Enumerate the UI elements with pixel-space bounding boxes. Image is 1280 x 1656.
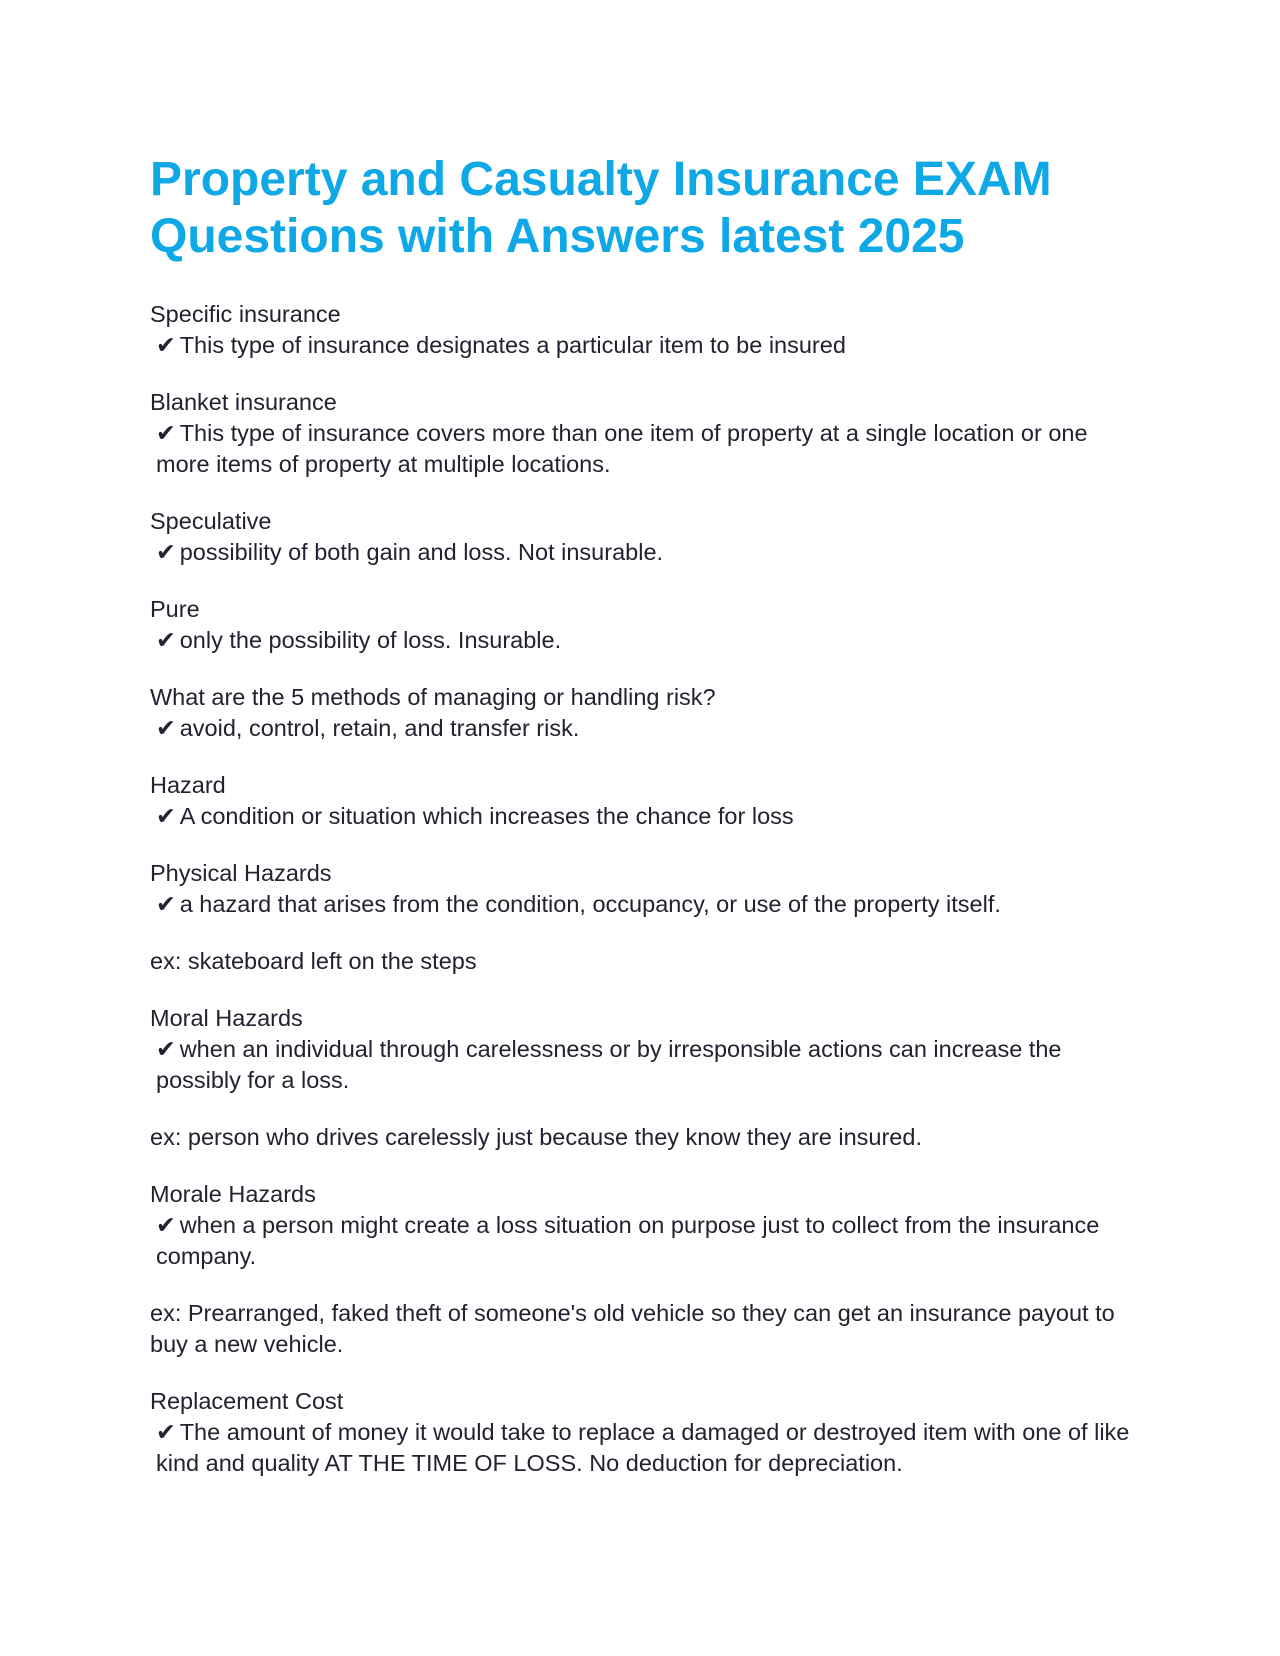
qa-answer-text: The amount of money it would take to replace a damaged or destroyed item with one of like kind and quality AT THE TIME OF LOSS. No deduction for depreciation. [156, 1419, 1130, 1476]
qa-answer-text: possibility of both gain and loss. Not insurable. [179, 539, 664, 565]
checkmark-icon: ✔ [156, 1419, 176, 1445]
qa-answer [150, 625, 1130, 656]
qa-answer [150, 537, 1130, 568]
qa-answer [150, 1210, 1130, 1272]
checkmark-icon: ✔ [156, 539, 176, 565]
qa-item [150, 1003, 1130, 1153]
checkmark-icon: ✔ [156, 420, 176, 446]
qa-term: Hazard [150, 772, 226, 798]
qa-answer [150, 330, 1130, 361]
qa-example: ex: skateboard left on the steps [150, 948, 477, 974]
qa-item [150, 387, 1130, 480]
qa-answer-text: avoid, control, retain, and transfer risk. [179, 715, 580, 741]
document-page [150, 151, 1130, 1505]
qa-term: Morale Hazards [150, 1181, 316, 1207]
qa-answer-text: when a person might create a loss situation on purpose just to collect from the insurance company. [156, 1212, 1100, 1269]
qa-answer [150, 1034, 1130, 1096]
qa-term: Moral Hazards [150, 1005, 303, 1031]
checkmark-icon: ✔ [156, 891, 176, 917]
qa-list [150, 299, 1130, 1479]
checkmark-icon: ✔ [156, 803, 176, 829]
qa-term: Replacement Cost [150, 1388, 344, 1414]
checkmark-icon: ✔ [156, 332, 176, 358]
qa-answer-text: when an individual through carelessness or by irresponsible actions can increase the possibly for a loss. [156, 1036, 1062, 1093]
qa-term: Physical Hazards [150, 860, 332, 886]
qa-term: Blanket insurance [150, 389, 337, 415]
qa-item [150, 1179, 1130, 1360]
qa-item [150, 682, 1130, 744]
qa-answer [150, 713, 1130, 744]
qa-term: Pure [150, 596, 200, 622]
qa-item [150, 858, 1130, 977]
checkmark-icon: ✔ [156, 1212, 176, 1238]
qa-answer-text: a hazard that arises from the condition, occupancy, or use of the property itself. [179, 891, 1001, 917]
qa-item [150, 299, 1130, 361]
qa-answer-text: This type of insurance designates a particular item to be insured [179, 332, 846, 358]
qa-term: Specific insurance [150, 301, 341, 327]
qa-answer [150, 801, 1130, 832]
qa-answer-text: This type of insurance covers more than one item of property at a single location or one more items of property at multiple locations. [156, 420, 1088, 477]
checkmark-icon: ✔ [156, 715, 176, 741]
qa-item [150, 594, 1130, 656]
qa-answer-text: A condition or situation which increases the chance for loss [179, 803, 794, 829]
checkmark-icon: ✔ [156, 1036, 176, 1062]
document-title: Property and Casualty Insurance EXAM Questions with Answers latest 2025 [150, 153, 1052, 263]
qa-answer [150, 889, 1130, 920]
qa-answer-text: only the possibility of loss. Insurable. [179, 627, 562, 653]
qa-example: ex: person who drives carelessly just because they know they are insured. [150, 1124, 922, 1150]
qa-answer [150, 1417, 1130, 1479]
qa-term: Speculative [150, 508, 272, 534]
qa-term: What are the 5 methods of managing or handling risk? [150, 684, 716, 710]
qa-item [150, 506, 1130, 568]
qa-item [150, 770, 1130, 832]
checkmark-icon: ✔ [156, 627, 176, 653]
qa-item [150, 1386, 1130, 1479]
qa-answer [150, 418, 1130, 480]
qa-example: ex: Prearranged, faked theft of someone's old vehicle so they can get an insurance payout to buy a new vehicle. [150, 1300, 1115, 1357]
